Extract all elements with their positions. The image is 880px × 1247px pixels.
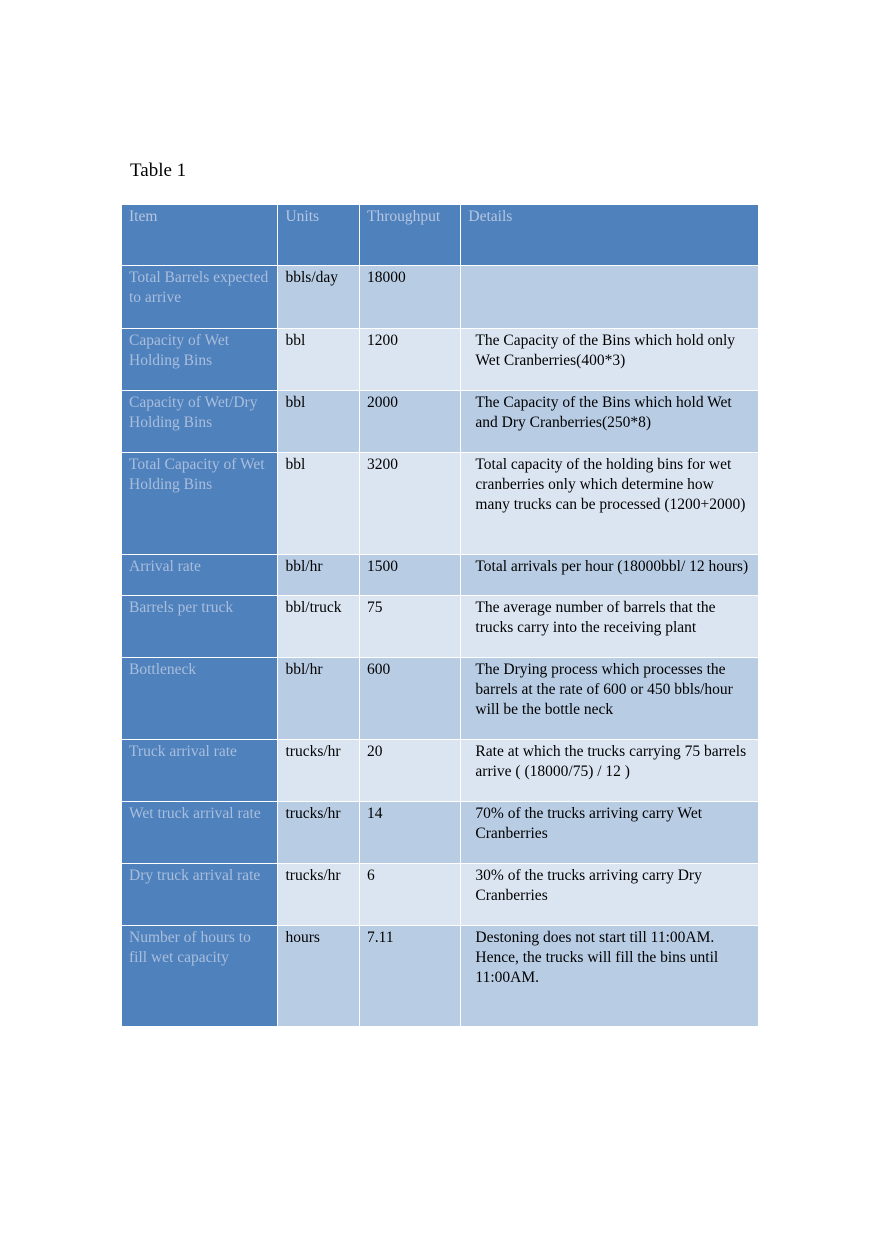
cell-item: Truck arrival rate [122, 740, 278, 802]
cell-item: Number of hours to fill wet capacity [122, 926, 278, 1027]
cell-units: bbl/hr [278, 658, 360, 740]
cell-item: Capacity of Wet Holding Bins [122, 329, 278, 391]
cell-units: bbl/truck [278, 596, 360, 658]
table-row [122, 453, 759, 555]
cell-details [461, 740, 759, 802]
details-text: Total arrivals per hour (18000bbl/ 12 hours) [475, 558, 749, 575]
cell-throughput: 14 [360, 802, 461, 864]
cell-throughput: 3200 [360, 453, 461, 555]
cell-units: bbls/day [278, 266, 360, 329]
cell-details [461, 864, 759, 926]
cell-throughput: 600 [360, 658, 461, 740]
cell-item: Barrels per truck [122, 596, 278, 658]
cell-item: Wet truck arrival rate [122, 802, 278, 864]
table-row [122, 266, 759, 329]
cell-throughput: 2000 [360, 391, 461, 453]
cell-item: Dry truck arrival rate [122, 864, 278, 926]
details-text: The Capacity of the Bins which hold Wet and Dry Cranberries(250*8) [475, 394, 732, 431]
cell-details [461, 329, 759, 391]
header-units: Units [278, 205, 360, 266]
cell-units: trucks/hr [278, 864, 360, 926]
cell-details [461, 926, 759, 1027]
cell-throughput: 1500 [360, 555, 461, 596]
table-row [122, 864, 759, 926]
cell-units: trucks/hr [278, 802, 360, 864]
cell-details [461, 555, 759, 596]
cell-details [461, 658, 759, 740]
details-text: Total capacity of the holding bins for wet cranberries only which determine how many trucks can be processed (1200+2000) [475, 456, 746, 513]
cell-details [461, 266, 759, 329]
cell-item: Bottleneck [122, 658, 278, 740]
cell-throughput: 6 [360, 864, 461, 926]
table-caption: Table 1 [130, 160, 187, 181]
details-text: The Drying process which processes the barrels at the rate of 600 or 450 bbls/hour will be the bottle neck [475, 661, 733, 718]
details-text: The average number of barrels that the trucks carry into the receiving plant [475, 599, 716, 636]
table-row [122, 926, 759, 1027]
cell-throughput: 75 [360, 596, 461, 658]
table-row [122, 658, 759, 740]
cell-units: trucks/hr [278, 740, 360, 802]
cell-units: hours [278, 926, 360, 1027]
cell-details [461, 802, 759, 864]
table-row [122, 740, 759, 802]
cell-details [461, 453, 759, 555]
cell-details [461, 596, 759, 658]
header-details: Details [461, 205, 759, 266]
cell-item: Arrival rate [122, 555, 278, 596]
cell-units: bbl [278, 329, 360, 391]
cell-throughput: 1200 [360, 329, 461, 391]
details-text: 70% of the trucks arriving carry Wet Cranberries [475, 805, 703, 842]
cell-throughput: 7.11 [360, 926, 461, 1027]
table-row [122, 802, 759, 864]
cranberry-data-table [121, 204, 759, 1027]
cell-units: bbl [278, 453, 360, 555]
cell-throughput: 20 [360, 740, 461, 802]
details-text: Rate at which the trucks carrying 75 barrels arrive ( (18000/75) / 12 ) [475, 743, 747, 780]
table-row [122, 391, 759, 453]
table-row [122, 596, 759, 658]
cell-throughput: 18000 [360, 266, 461, 329]
table-row [122, 555, 759, 596]
cell-units: bbl/hr [278, 555, 360, 596]
cell-item: Total Barrels expected to arrive [122, 266, 278, 329]
cell-item: Total Capacity of Wet Holding Bins [122, 453, 278, 555]
header-item: Item [122, 205, 278, 266]
cell-item: Capacity of Wet/Dry Holding Bins [122, 391, 278, 453]
details-text: The Capacity of the Bins which hold only Wet Cranberries(400*3) [475, 332, 736, 369]
details-text: Destoning does not start till 11:00AM. Hence, the trucks will fill the bins until 11:00AM. [475, 929, 719, 986]
details-text: 30% of the trucks arriving carry Dry Cranberries [475, 867, 702, 904]
table-row [122, 329, 759, 391]
header-throughput: Throughput [360, 205, 461, 266]
cell-details [461, 391, 759, 453]
cell-units: bbl [278, 391, 360, 453]
table-header-row [122, 205, 759, 266]
